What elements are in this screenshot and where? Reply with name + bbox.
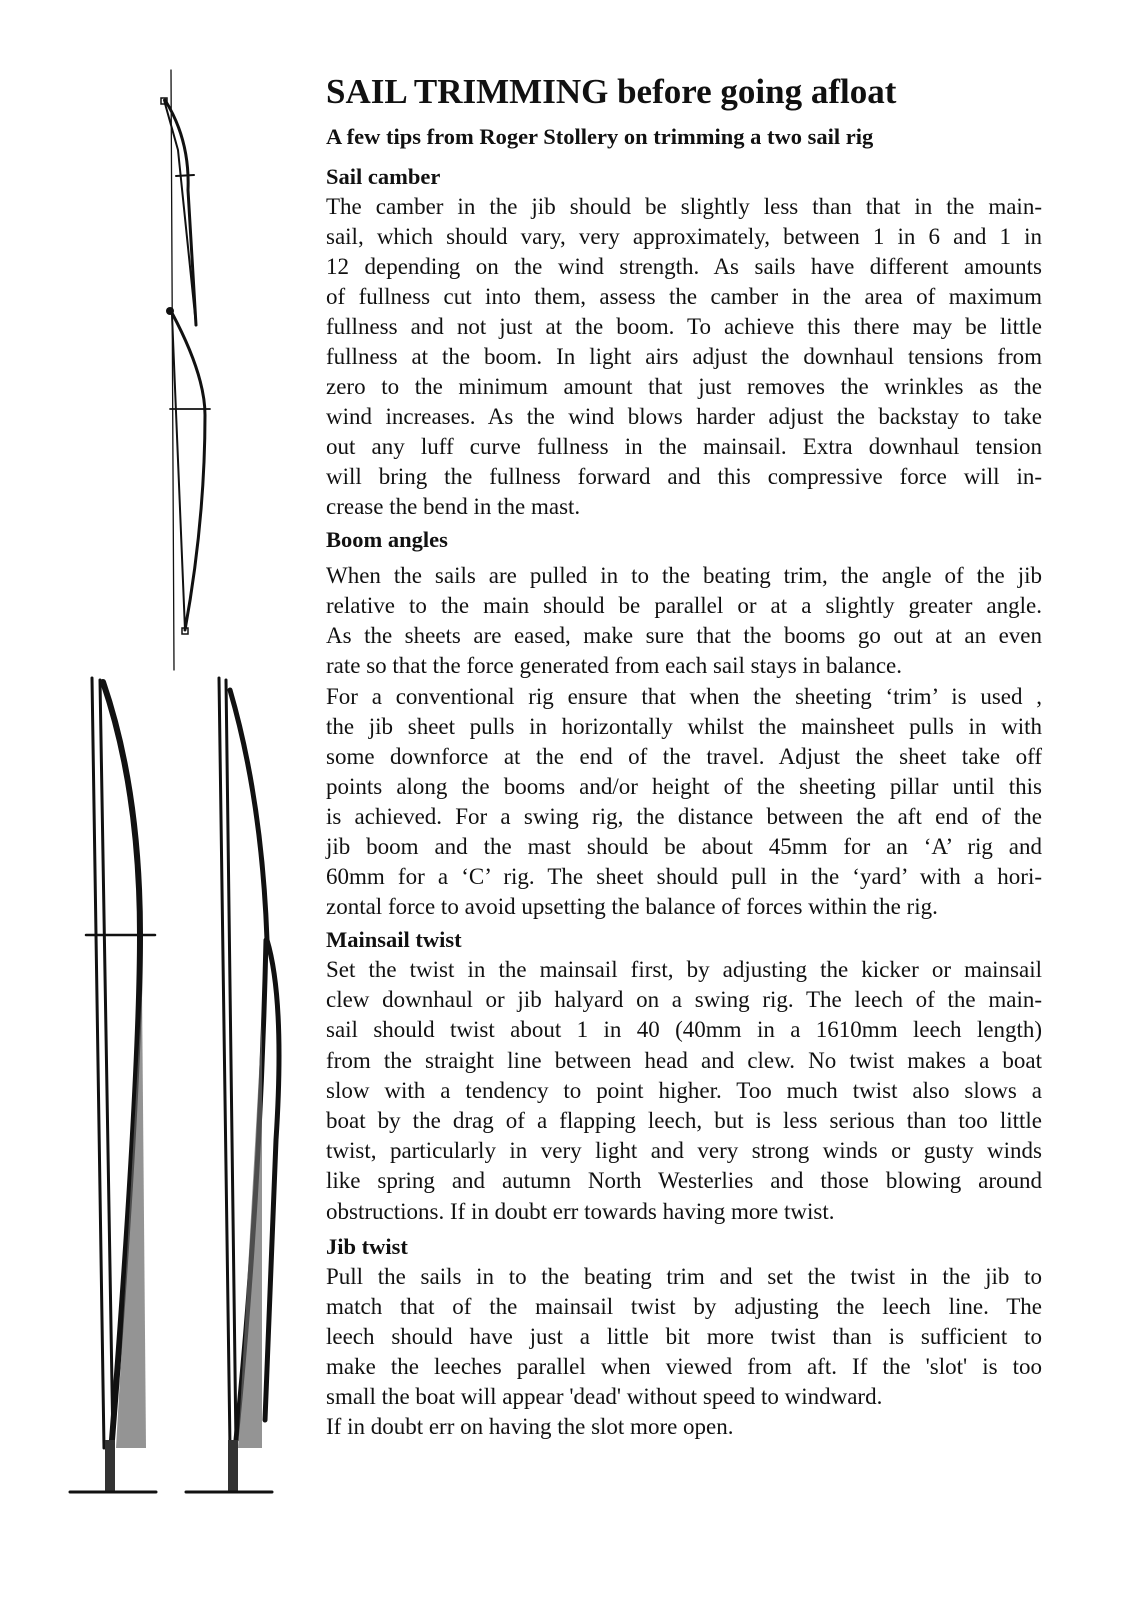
text-line: fullness and not just at the boom. To achieve this there may be little <box>326 314 1042 339</box>
text-line: sail, which should vary, very approximately, between 1 in 6 and 1 in <box>326 224 1042 249</box>
text-line: zero to the minimum amount that just removes the wrinkles as the <box>326 374 1042 399</box>
section-boom-angles <box>326 525 1042 922</box>
text-line: As the sheets are eased, make sure that the booms go out at an even <box>326 623 1042 648</box>
paragraph <box>326 1262 1042 1412</box>
paragraph <box>326 561 1042 681</box>
text-line: of fullness cut into them, assess the camber in the area of maximum <box>326 284 1042 309</box>
text-line: If in doubt err on having the slot more open. <box>326 1414 734 1439</box>
section-heading: Sail camber <box>326 164 441 189</box>
section-heading: Boom angles <box>326 527 448 552</box>
text-line: For a conventional rig ensure that when the sheeting ‘trim’ is used , <box>326 684 1042 709</box>
section-heading: Mainsail twist <box>326 927 462 952</box>
text-line: the jib sheet pulls in horizontally whilst the mainsheet pulls in with <box>326 714 1042 739</box>
page-title: SAIL TRIMMING before going afloat <box>326 72 897 111</box>
text-line: from the straight line between head and clew. No twist makes a boat <box>326 1047 1042 1073</box>
text-line: like spring and autumn North Westerlies and those blowing around <box>326 1168 1042 1194</box>
mainsail-twist-diagram-left <box>70 678 156 1492</box>
mainsail-twist-diagram-right <box>186 678 279 1492</box>
text-line: boat by the drag of a flapping leech, but is less serious than too little <box>326 1108 1042 1134</box>
section-jib-twist <box>326 1232 1042 1442</box>
text-line: jib boom and the mast should be about 45mm for an ‘A’ rig and <box>326 834 1042 859</box>
text-line: Pull the sails in to the beating trim and set the twist in the jib to <box>326 1264 1042 1289</box>
text-line: small the boat will appear 'dead' without speed to windward. <box>326 1384 883 1409</box>
text-line: is achieved. For a swing rig, the distance between the aft end of the <box>326 804 1042 829</box>
page-subtitle: A few tips from Roger Stollery on trimming a two sail rig <box>326 124 874 149</box>
text-line: The camber in the jib should be slightly less than that in the main- <box>326 194 1042 219</box>
text-line: obstructions. If in doubt err towards having more twist. <box>326 1198 835 1224</box>
text-line: make the leeches parallel when viewed from aft. If the 'slot' is too <box>326 1354 1042 1379</box>
text-line: 12 depending on the wind strength. As sails have different amounts <box>326 254 1042 279</box>
text-line: Set the twist in the mainsail first, by adjusting the kicker or mainsail <box>326 957 1042 982</box>
text-line: zontal force to avoid upsetting the balance of forces within the rig. <box>326 894 938 919</box>
text-line: When the sails are pulled in to the beating trim, the angle of the jib <box>326 563 1042 588</box>
text-line: relative to the main should be parallel or at a slightly greater angle. <box>326 593 1042 618</box>
text-line: match that of the mainsail twist by adjusting the leech line. The <box>326 1294 1042 1319</box>
paragraph <box>326 955 1042 1227</box>
text-line: clew downhaul or jib halyard on a swing rig. The leech of the main- <box>326 987 1042 1013</box>
text-line: rate so that the force generated from each sail stays in balance. <box>326 653 903 678</box>
section-sail-camber <box>326 162 1042 522</box>
text-line: out any luff curve fullness in the mainsail. Extra downhaul tension <box>326 434 1042 459</box>
text-line: will bring the fullness forward and this compressive force will in- <box>326 464 1042 489</box>
text-line: some downforce at the end of the travel. Adjust the sheet take off <box>326 744 1042 769</box>
section-mainsail-twist <box>326 925 1042 1227</box>
text-line: points along the booms and/or height of the sheeting pillar until this <box>326 774 1042 799</box>
paragraph <box>326 192 1042 522</box>
text-line: twist, particularly in very light and very strong winds or gusty winds <box>326 1138 1042 1164</box>
text-line: sail should twist about 1 in 40 (40mm in a 1610mm leech length) <box>326 1017 1042 1043</box>
text-line: slow with a tendency to point higher. Too much twist also slows a <box>326 1077 1042 1103</box>
text-line: crease the bend in the mast. <box>326 494 581 519</box>
paragraph <box>326 1412 1042 1442</box>
text-line: 60mm for a ‘C’ rig. The sheet should pull in the ‘yard’ with a hori- <box>326 864 1042 889</box>
sail-rig-illustrations <box>0 0 320 1600</box>
section-heading: Jib twist <box>326 1234 408 1259</box>
plan-view-sail-camber-diagram <box>161 70 210 670</box>
text-line: leech should have just a little bit more twist than is sufficient to <box>326 1324 1042 1349</box>
text-line: wind increases. As the wind blows harder adjust the backstay to take <box>326 404 1042 429</box>
paragraph <box>326 682 1042 922</box>
text-line: fullness at the boom. In light airs adjust the downhaul tensions from <box>326 344 1042 369</box>
